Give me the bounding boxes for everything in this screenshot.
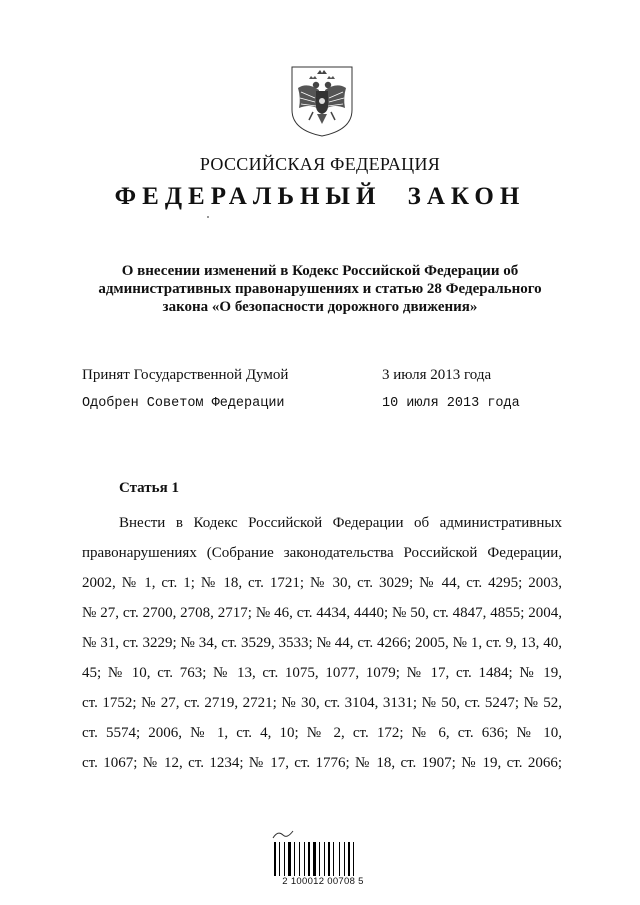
- barcode-bar: [308, 842, 310, 876]
- article-body: [82, 513, 562, 783]
- barcode-bar: [333, 842, 334, 876]
- article-heading: Статья 1: [119, 480, 179, 496]
- body-line: 2002, № 1, ст. 1; № 18, ст. 1721; № 30, ст. 3029; № 44, ст. 4295; 2003,: [82, 575, 562, 591]
- body-line: № 27, ст. 2700, 2708, 2717; № 46, ст. 4434, 4440; № 50, ст. 4847, 4855; 2004,: [82, 605, 562, 621]
- barcode-bar: [277, 842, 278, 876]
- body-line: ст. 1752; № 27, ст. 2719, 2721; № 30, ст. 3104, 3131; № 50, ст. 5247; № 52,: [82, 695, 562, 711]
- barcode-number: 2 100012 00708 5: [282, 876, 364, 887]
- barcode-bar: [304, 842, 305, 876]
- barcode-bar: [346, 842, 347, 876]
- barcode-bar: [348, 842, 350, 876]
- barcode-bar: [281, 842, 283, 876]
- adoption-date: 3 июля 2013 года: [382, 367, 492, 383]
- body-line: 45; № 10, ст. 763; № 13, ст. 1075, 1077, 1079; № 17, ст. 1484; № 19,: [82, 665, 562, 681]
- barcode-bar: [284, 842, 285, 876]
- adoption-label: Одобрен Советом Федерации: [82, 396, 285, 411]
- body-line: № 31, ст. 3229; № 34, ст. 3529, 3533; № 44, ст. 4266; 2005, № 1, ст. 9, 13, 40,: [82, 635, 562, 651]
- country-heading: РОССИЙСКАЯ ФЕДЕРАЦИЯ: [199, 154, 441, 174]
- barcode-bar: [319, 842, 320, 876]
- law-type-heading: ФЕДЕРАЛЬНЫЙ ЗАКОН: [114, 183, 526, 210]
- barcode-bar: [294, 842, 295, 876]
- barcode-bar: [301, 842, 303, 876]
- law-title: [90, 262, 550, 316]
- coat-of-arms-emblem-icon: [289, 64, 355, 138]
- barcode-mark-icon: [272, 828, 294, 840]
- barcode-bar: [344, 842, 345, 876]
- barcode: [268, 828, 378, 890]
- barcode-bar: [274, 842, 276, 876]
- barcode-bar: [326, 842, 327, 876]
- body-line: правонарушениях (Собрание законодательства Российской Федерации,: [82, 545, 562, 561]
- barcode-bar: [306, 842, 307, 876]
- barcode-bar: [296, 842, 298, 876]
- barcode-bar: [324, 842, 325, 876]
- barcode-bar: [292, 842, 293, 876]
- barcode-bars: [274, 842, 372, 876]
- barcode-bar: [351, 842, 352, 876]
- adoption-date: 10 июля 2013 года: [382, 396, 520, 411]
- barcode-bar: [353, 842, 354, 876]
- barcode-bar: [317, 842, 318, 876]
- body-line: ст. 5574; 2006, № 1, ст. 4, 10; № 2, ст. 172; № 6, ст. 636; № 10,: [82, 725, 562, 741]
- body-line: ст. 1067; № 12, ст. 1234; № 17, ст. 1776; № 18, ст. 1907; № 19, ст. 2066;: [82, 755, 562, 771]
- barcode-bar: [341, 842, 343, 876]
- scan-speck: [207, 216, 209, 218]
- barcode-bar: [335, 842, 338, 876]
- barcode-bar: [288, 842, 291, 876]
- adoption-label: Принят Государственной Думой: [82, 367, 289, 383]
- barcode-bar: [299, 842, 300, 876]
- barcode-bar: [355, 842, 357, 876]
- law-title-line: О внесении изменений в Кодекс Российской Федерации об: [121, 263, 519, 279]
- barcode-bar: [311, 842, 312, 876]
- law-title-line: закона «О безопасности дорожного движения»: [162, 299, 478, 315]
- barcode-bar: [279, 842, 280, 876]
- barcode-bar: [331, 842, 332, 876]
- barcode-bar: [328, 842, 330, 876]
- barcode-bar: [313, 842, 316, 876]
- law-title-line: административных правонарушениях и статью 28 Федерального: [98, 281, 542, 297]
- barcode-bar: [321, 842, 323, 876]
- barcode-bar: [286, 842, 287, 876]
- body-line: Внести в Кодекс Российской Федерации об административных: [119, 515, 562, 531]
- barcode-bar: [339, 842, 340, 876]
